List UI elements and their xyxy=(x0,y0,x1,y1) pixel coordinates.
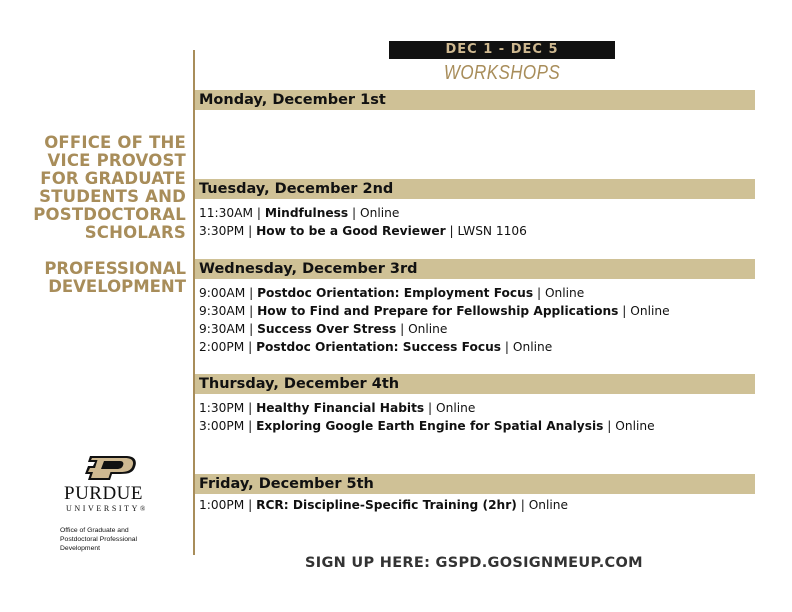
signup-link[interactable]: SIGN UP HERE: GSPD.GOSIGNMEUP.COM xyxy=(305,555,643,571)
session-location: Online xyxy=(408,322,448,336)
office-heading-line: OFFICE OF THE xyxy=(44,133,186,152)
session-title: How to Find and Prepare for Fellowship Applications xyxy=(257,304,619,318)
session-title: Exploring Google Earth Engine for Spatial Analysis xyxy=(256,419,604,433)
office-caption-line: Development xyxy=(60,545,101,552)
office-heading-line: FOR GRADUATE xyxy=(40,169,186,188)
day-header-thursday: Thursday, December 4th xyxy=(195,374,755,394)
session-time: 3:00PM xyxy=(199,419,245,433)
session-title: Healthy Financial Habits xyxy=(256,401,425,415)
office-heading-line: VICE PROVOST xyxy=(47,151,186,170)
session-time: 9:30AM xyxy=(199,304,246,318)
session-location: Online xyxy=(512,340,553,354)
session-title: RCR: Discipline-Specific Training (2hr) xyxy=(256,498,517,512)
session-item: 9:30AM | How to Find and Prepare for Fellowship Applications | Online xyxy=(199,304,670,318)
subheading-line: DEVELOPMENT xyxy=(48,277,186,296)
session-item: 3:30PM | How to be a Good Reviewer | LWSN 1106 xyxy=(199,224,527,238)
office-caption-line: Office of Graduate and xyxy=(60,527,129,534)
day-header-monday: Monday, December 1st xyxy=(195,90,755,110)
office-heading xyxy=(16,134,186,242)
session-title: Success Over Stress xyxy=(257,322,397,336)
session-item: 1:30PM | Healthy Financial Habits | Online xyxy=(199,401,476,415)
session-title: Postdoc Orientation: Success Focus xyxy=(256,340,502,354)
session-item: 9:30AM | Success Over Stress | Online xyxy=(199,322,448,336)
date-range-banner: DEC 1 - DEC 5 xyxy=(389,41,615,59)
session-time: 9:00AM xyxy=(199,286,246,300)
office-caption-line: Postdoctoral Professional xyxy=(60,536,138,543)
session-item: 9:00AM | Postdoc Orientation: Employment Focus | Online xyxy=(199,286,585,300)
office-heading-line: SCHOLARS xyxy=(84,223,186,242)
session-location: Online xyxy=(436,401,476,415)
session-item: 11:30AM | Mindfulness | Online xyxy=(199,206,400,220)
office-heading-line: POSTDOCTORAL xyxy=(33,205,186,224)
session-location: Online xyxy=(630,304,670,318)
session-title: How to be a Good Reviewer xyxy=(256,224,446,238)
workshops-title: WORKSHOPS xyxy=(443,62,561,84)
session-item: 1:00PM | RCR: Discipline-Specific Training (2hr) | Online xyxy=(199,498,568,512)
day-header-tuesday: Tuesday, December 2nd xyxy=(195,179,755,199)
session-time: 9:30AM xyxy=(199,322,246,336)
session-location: Online xyxy=(360,206,400,220)
purdue-wordmark: PURDUE xyxy=(64,483,144,504)
session-item: 3:00PM | Exploring Google Earth Engine for Spatial Analysis | Online xyxy=(199,419,655,433)
day-header-friday: Friday, December 5th xyxy=(195,474,755,494)
day-header-wednesday: Wednesday, December 3rd xyxy=(195,259,755,279)
registered-mark: ® xyxy=(140,505,146,513)
professional-development-heading xyxy=(16,260,186,296)
session-title: Mindfulness xyxy=(264,206,349,220)
session-time: 2:00PM xyxy=(199,340,245,354)
session-time: 3:30PM xyxy=(199,224,245,238)
office-caption xyxy=(60,526,170,553)
university-wordmark: UNIVERSITY® xyxy=(66,504,146,513)
purdue-p-logo-icon xyxy=(82,455,138,481)
office-heading-line: STUDENTS AND xyxy=(39,187,186,206)
session-location: Online xyxy=(615,419,655,433)
session-time: 11:30AM xyxy=(199,206,253,220)
session-location: Online xyxy=(528,498,568,512)
session-location: Online xyxy=(544,286,585,300)
session-time: 1:00PM xyxy=(199,498,245,512)
session-title: Postdoc Orientation: Employment Focus xyxy=(257,286,534,300)
session-time: 1:30PM xyxy=(199,401,245,415)
subheading-line: PROFESSIONAL xyxy=(44,259,186,278)
session-location: LWSN 1106 xyxy=(457,224,527,238)
session-item: 2:00PM | Postdoc Orientation: Success Focus | Online xyxy=(199,340,553,354)
